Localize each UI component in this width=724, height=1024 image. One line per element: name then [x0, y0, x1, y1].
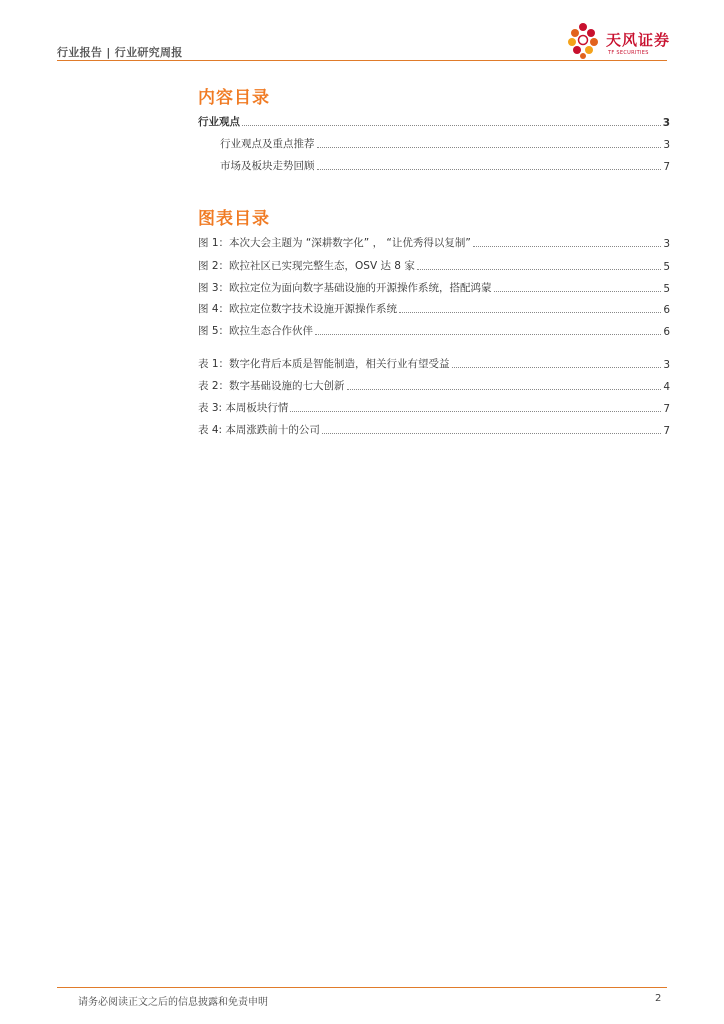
toc-item-label: 行业观点及重点推荐	[220, 138, 315, 150]
footer-divider	[57, 987, 667, 988]
table-item-label: 表 4: 本周涨跌前十的公司	[198, 424, 320, 436]
leader-dots	[322, 433, 661, 434]
table-item-page: 3	[663, 359, 670, 371]
figure-item[interactable]	[198, 235, 670, 250]
figure-item-page: 3	[663, 238, 670, 250]
logo-english-name: TF SECURITIES	[608, 50, 649, 56]
leader-dots	[452, 367, 662, 368]
toc-item[interactable]	[198, 114, 670, 129]
report-category: 行业报告 | 行业研究周报	[57, 46, 183, 59]
figure-item-label: 图 2：欧拉社区已实现完整生态，OSV 达 8 家	[198, 260, 415, 272]
table-item[interactable]	[198, 356, 670, 371]
toc-item-page: 7	[663, 161, 670, 173]
figure-item-label: 图 5：欧拉生态合作伙伴	[198, 325, 314, 337]
leader-dots	[473, 246, 662, 247]
leader-dots	[399, 312, 661, 313]
page-number: 2	[655, 993, 662, 1004]
tf-securities-logo	[566, 22, 676, 62]
table-item-label: 表 2：数字基础设施的七大创新	[198, 380, 345, 392]
leader-dots	[315, 334, 661, 335]
leader-dots	[242, 125, 661, 126]
figure-item[interactable]	[198, 280, 670, 295]
figure-item-label: 图 4：欧拉定位数字技术设施开源操作系统	[198, 303, 398, 315]
figure-item[interactable]	[198, 258, 670, 273]
table-item-label: 表 3: 本周板块行情	[198, 402, 289, 414]
figure-item-page: 5	[663, 283, 670, 295]
table-item[interactable]	[198, 400, 670, 415]
footer-disclaimer: 请务必阅读正文之后的信息披露和免责申明	[78, 997, 268, 1008]
figure-item-page: 6	[663, 326, 670, 338]
figure-item-page: 5	[663, 261, 670, 273]
leader-dots	[417, 269, 661, 270]
contents-title: 内容目录	[198, 88, 270, 108]
figures-title: 图表目录	[198, 209, 270, 229]
toc-item[interactable]	[220, 158, 670, 173]
table-item[interactable]	[198, 422, 670, 437]
toc-item-label: 市场及板块走势回顾	[220, 160, 315, 172]
toc-item-label: 行业观点	[198, 116, 240, 128]
leader-dots	[317, 147, 662, 148]
figure-item-label: 图 1：本次大会主题为 “深耕数字化” ， “让优秀得以复制”	[198, 237, 471, 249]
figure-item[interactable]	[198, 323, 670, 338]
logo-chinese-name: 天风证券	[606, 31, 671, 49]
figure-item[interactable]	[198, 301, 670, 316]
table-item-page: 7	[663, 403, 670, 415]
toc-item-page: 3	[662, 117, 670, 129]
leader-dots	[290, 411, 661, 412]
leader-dots	[494, 291, 662, 292]
table-item-page: 7	[663, 425, 670, 437]
table-item-label: 表 1：数字化背后本质是智能制造，相关行业有望受益	[198, 358, 450, 370]
toc-item[interactable]	[220, 136, 670, 151]
leader-dots	[347, 389, 662, 390]
table-item[interactable]	[198, 378, 670, 393]
figure-item-page: 6	[663, 304, 670, 316]
toc-item-page: 3	[663, 139, 670, 151]
table-item-page: 4	[663, 381, 670, 393]
header-divider	[57, 60, 667, 61]
leader-dots	[317, 169, 662, 170]
figure-item-label: 图 3：欧拉定位为面向数字基础设施的开源操作系统，搭配鸿蒙	[198, 282, 492, 294]
flower-logo-icon	[566, 22, 600, 60]
